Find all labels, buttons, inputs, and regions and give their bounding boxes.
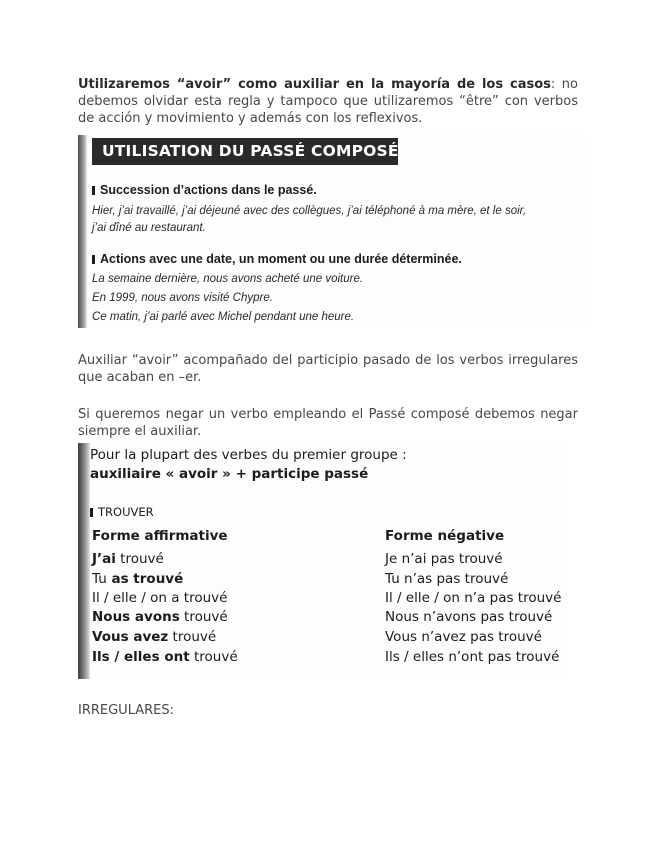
example-line: Hier, j’ai travaillé, j’ai déjeuné avec des collègues, j’ai téléphoné à ma mère, et le soir, [92,205,527,217]
affirmative-row: Ils / elles ont trouvé [92,649,238,665]
bullet-icon [92,255,95,264]
negative-title: Forme négative [385,528,505,544]
negative-row: Il / elle / on n’a pas trouvé [385,590,562,606]
irregulares-heading: IRREGULARES: [78,703,175,718]
example-line: j’ai dîné au restaurant. [92,222,206,234]
trouver-conjugation-image [78,443,568,679]
scan-edge-shadow [78,135,87,328]
negative-row: Tu n’as pas trouvé [385,571,509,587]
affirmative-row: Nous avons trouvé [92,609,228,625]
section-heading: Actions avec une date, un moment ou une durée déterminée. [92,252,462,266]
example-line: La semaine dernière, nous avons acheté une voiture. [92,273,364,285]
negative-row: Ils / elles n’ont pas trouvé [385,649,560,665]
affirmative-row: Il / elle / on a trouvé [92,590,228,606]
affirmative-row: Vous avez trouvé [92,629,217,645]
scan-edge-shadow [78,443,90,679]
affirmative-row: J’ai trouvé [92,551,164,567]
example-line: Ce matin, j’ai parlé avec Michel pendant une heure. [92,311,355,323]
auxiliar-paragraph: Auxiliar “avoir” acompañado del participio pasado de los verbos irregulares que acaban en –er. [78,353,578,385]
negative-row: Je n’ai pas trouvé [385,551,503,567]
affirmative-title: Forme affirmative [92,528,228,544]
bullet-icon [92,186,95,195]
example-line: En 1999, nous avons visité Chypre. [92,292,273,304]
intro-paragraph [78,76,578,127]
negative-row: Nous n’avons pas trouvé [385,609,553,625]
bullet-icon [90,508,93,517]
intro-rest: : no debemos olvidar esta regla y tampoco que utilizaremos “être” con verbos de acción y movimiento y además con los reflexivos. [78,77,578,126]
intro-bold: Utilizaremos “avoir” como auxiliar en la mayoría de los casos [78,77,551,92]
passe-compose-usage-image [78,135,586,328]
usage-banner: UTILISATION DU PASSÉ COMPOSÉ [92,138,398,165]
rule-line: Pour la plupart des verbes du premier groupe : [90,447,407,463]
negative-row: Vous n’avez pas trouvé [385,629,542,645]
negation-paragraph: Si queremos negar un verbo empleando el Passé composé debemos negar siempre el auxiliar. [78,407,578,439]
verb-label: TROUVER [90,505,154,519]
section-heading: Succession d’actions dans le passé. [92,183,317,197]
affirmative-row: Tu as trouvé [92,571,184,587]
rule-formula: auxiliaire « avoir » + participe passé [90,466,369,482]
